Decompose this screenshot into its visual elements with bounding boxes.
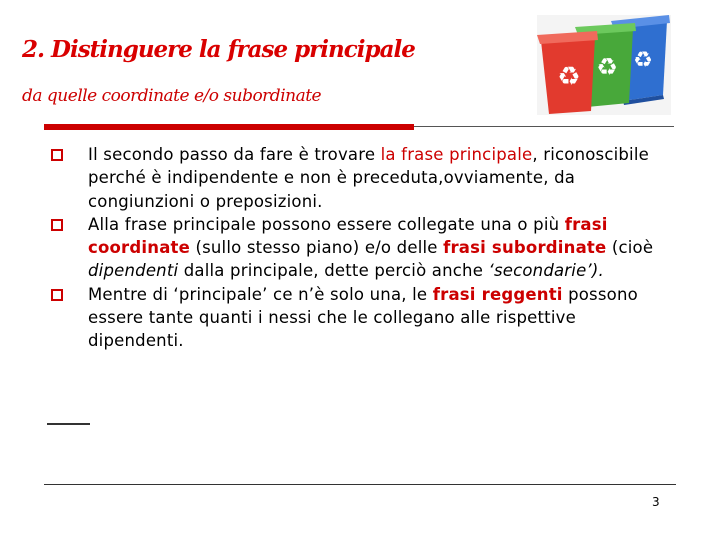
bullet-item: Mentre di ‘principale’ ce n’è solo una, le frasi reggenti possono essere tante quanti i nessi che le collegano alle rispettive dipendenti. [50, 283, 660, 353]
title-divider-line [414, 126, 674, 127]
square-bullet-icon [51, 219, 63, 231]
highlight-text: la frase principale [380, 145, 533, 164]
recycling-bins-illustration [537, 15, 671, 115]
bullet-list [50, 143, 660, 353]
page-number: 3 [652, 495, 660, 509]
square-bullet-icon [51, 149, 63, 161]
square-bullet-icon [51, 289, 63, 301]
footer-divider [44, 484, 676, 485]
highlight-text: frasi coordinate [88, 214, 608, 258]
bullet-item: Alla frase principale possono essere collegate una o più frasi coordinate (sullo stesso piano) e/o delle frasi subordinate (cioè dipendenti dalla principale, dette perciò anche ‘secondarie’). [50, 213, 660, 283]
slide-subtitle: da quelle coordinate e/o subordinate [22, 86, 322, 106]
recycling-bins-image [537, 15, 671, 115]
recycle-icon: ♻ [596, 53, 618, 81]
decorative-dash [47, 423, 90, 425]
highlight-text: frasi subordinate [443, 238, 607, 258]
recycle-icon: ♻ [557, 62, 581, 92]
recycle-icon: ♻ [633, 48, 653, 73]
bullet-item: Il secondo passo da fare è trovare la frase principale, riconoscibile perché è indipendente e non è preceduta,ovviamente, da congiunzioni o preposizioni. [50, 143, 660, 213]
red-bin [537, 31, 598, 114]
slide-title: 2. Distinguere la frase principale [22, 36, 415, 63]
title-divider-red [44, 124, 414, 130]
italic-text: ‘secondarie’). [488, 261, 604, 281]
italic-text: dipendenti [88, 261, 179, 281]
highlight-text: frasi reggenti [432, 284, 563, 304]
